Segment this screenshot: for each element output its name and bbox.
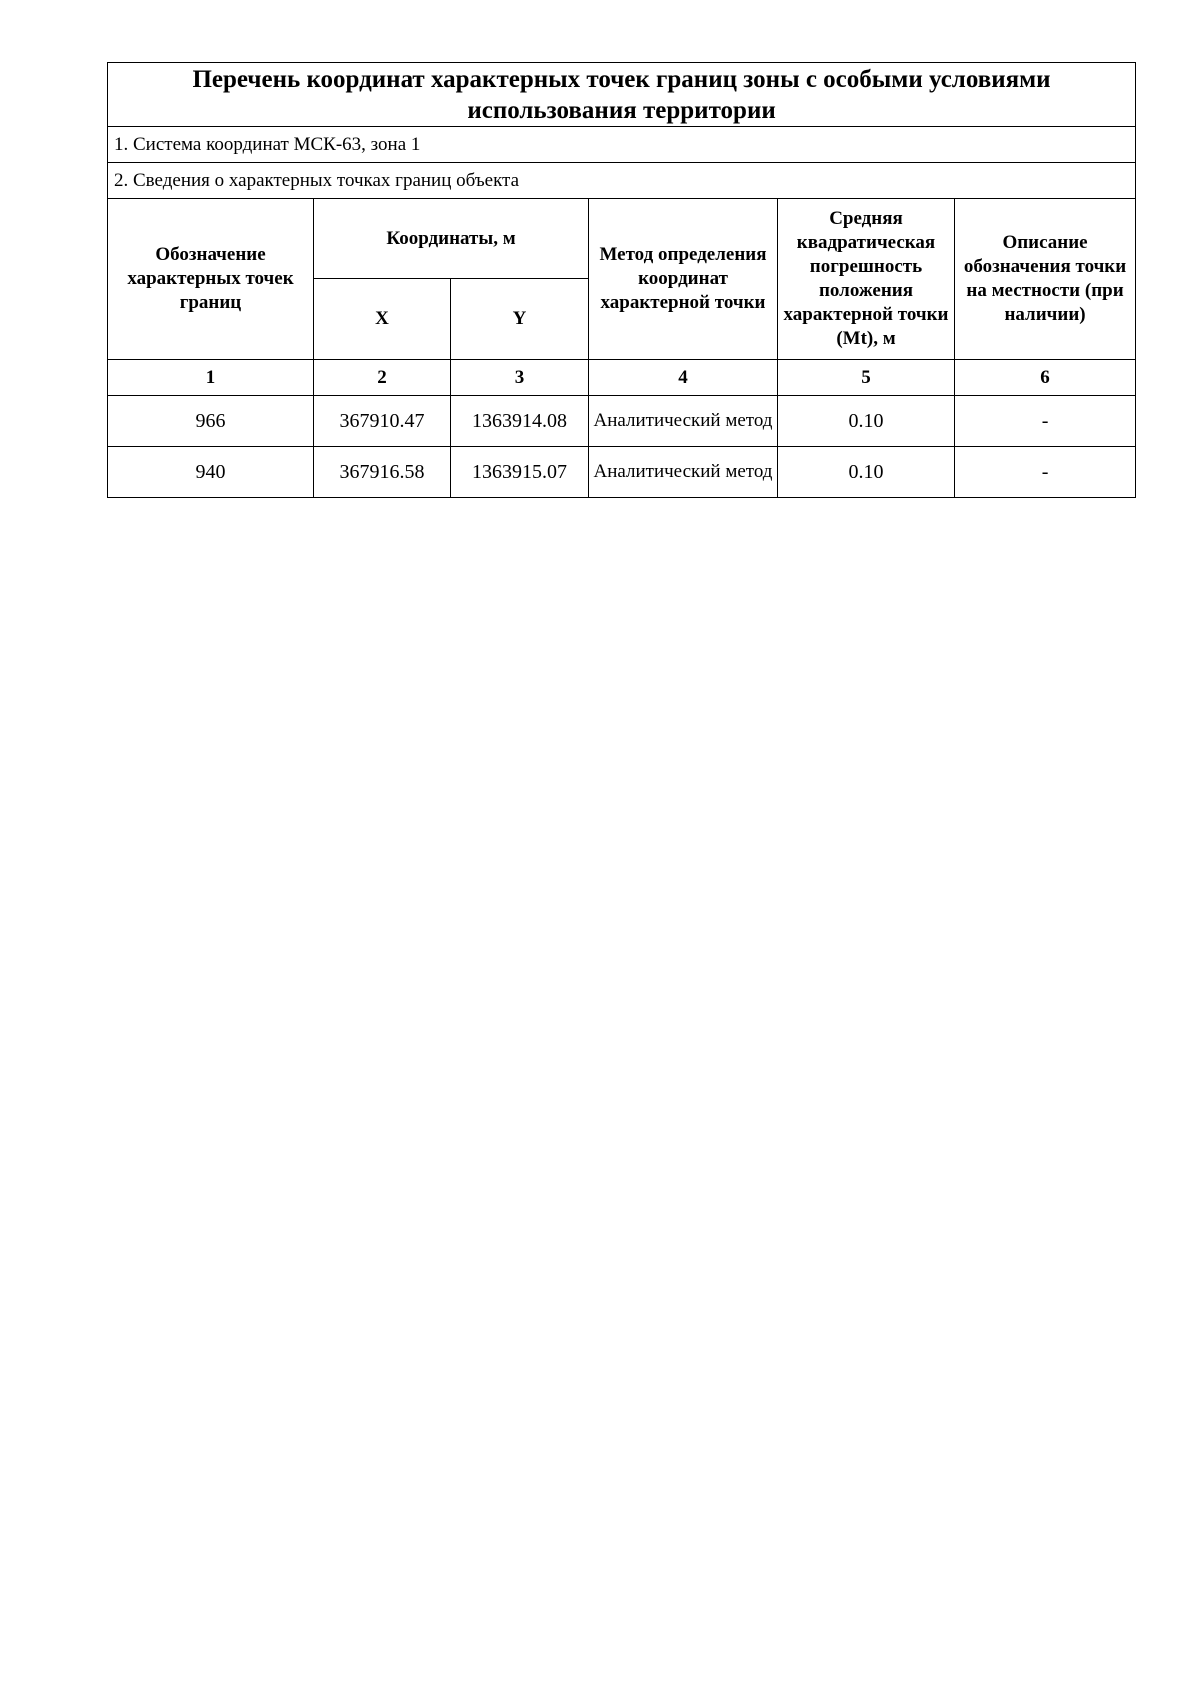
coord-y: 1363914.08 [451,396,589,447]
table-row [108,396,1136,447]
header-method: Метод определения координат характерной точки [589,199,778,360]
coord-x: 367910.47 [314,396,451,447]
table-row [108,447,1136,498]
header-y: Y [451,279,589,360]
column-numbers-row [108,360,1136,396]
method: Аналитический метод [589,447,778,498]
document-title: Перечень координат характерных точек границ зоны с особыми условиями использования территории [108,63,1136,127]
point-description: - [955,396,1136,447]
error-value: 0.10 [778,447,955,498]
header-description: Описание обозначения точки на местности (при наличии) [955,199,1136,360]
point-id: 966 [108,396,314,447]
method: Аналитический метод [589,396,778,447]
column-number: 1 [108,360,314,396]
column-number: 5 [778,360,955,396]
points-info-heading: 2. Сведения о характерных точках границ объекта [108,163,1136,199]
coord-y: 1363915.07 [451,447,589,498]
error-value: 0.10 [778,396,955,447]
header-designation: Обозначение характерных точек границ [108,199,314,360]
header-coordinates: Координаты, м [314,199,589,279]
coordinate-system: 1. Система координат МСК-63, зона 1 [108,127,1136,163]
header-error: Средняя квадратическая погрешность положения характерной точки (Mt), м [778,199,955,360]
coord-x: 367916.58 [314,447,451,498]
coordinates-table [107,62,1136,498]
column-number: 4 [589,360,778,396]
column-number: 2 [314,360,451,396]
point-id: 940 [108,447,314,498]
column-number: 3 [451,360,589,396]
header-x: X [314,279,451,360]
column-number: 6 [955,360,1136,396]
point-description: - [955,447,1136,498]
